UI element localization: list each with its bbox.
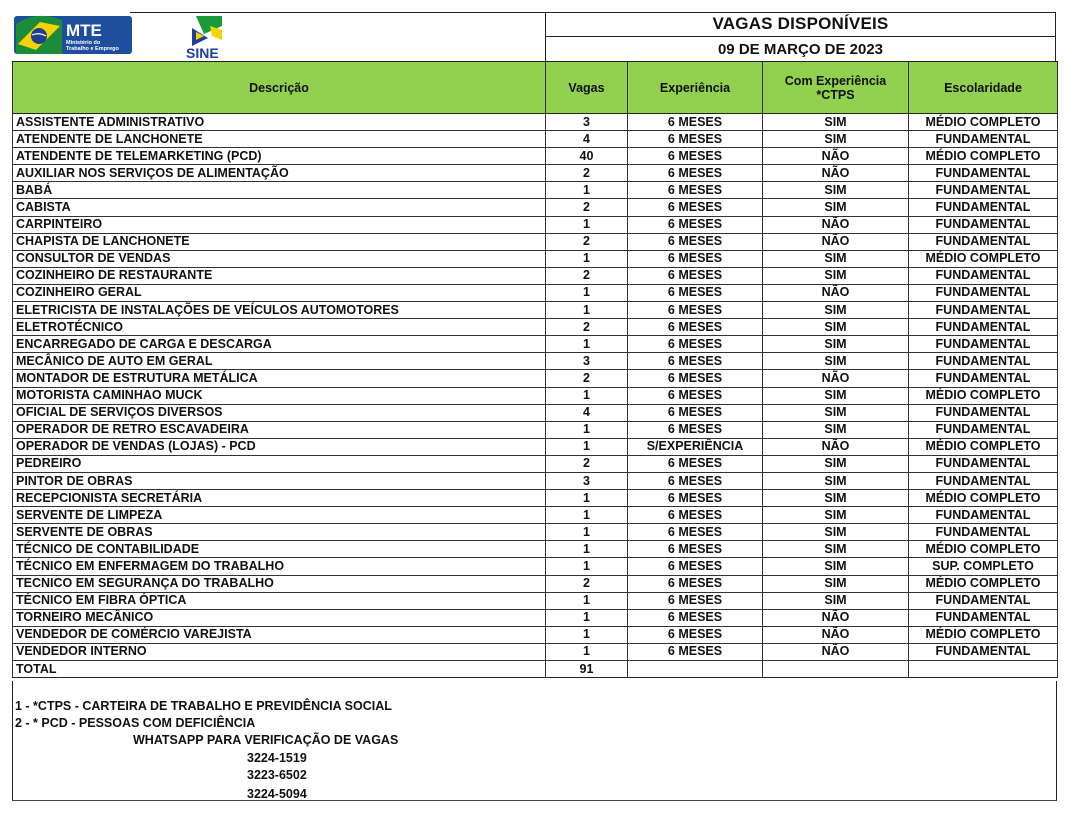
table-row xyxy=(13,609,1058,626)
cell-ctps: NÃO xyxy=(763,148,909,165)
cell-ctps: SIM xyxy=(763,455,909,472)
cell-vagas: 1 xyxy=(546,507,628,524)
cell-vagas: 1 xyxy=(546,387,628,404)
cell-ctps: SIM xyxy=(763,336,909,353)
cell-vagas: 2 xyxy=(546,575,628,592)
cell-vagas: 40 xyxy=(546,148,628,165)
cell-vagas: 1 xyxy=(546,438,628,455)
cell-vagas: 1 xyxy=(546,336,628,353)
cell-descricao: COZINHEIRO GERAL xyxy=(13,284,546,301)
cell-escolaridade: FUNDAMENTAL xyxy=(909,455,1058,472)
table-row xyxy=(13,490,1058,507)
cell-vagas: 1 xyxy=(546,490,628,507)
svg-text:MTE: MTE xyxy=(66,21,102,40)
cell-experiencia: 6 MESES xyxy=(628,165,763,182)
cell-escolaridade: MÉDIO COMPLETO xyxy=(909,114,1058,131)
table-row xyxy=(13,438,1058,455)
page-date: 09 DE MARÇO DE 2023 xyxy=(717,41,884,58)
cell-ctps: SIM xyxy=(763,353,909,370)
mte-logo-icon xyxy=(14,14,132,56)
table-row xyxy=(13,284,1058,301)
cell-experiencia: 6 MESES xyxy=(628,421,763,438)
whatsapp-phone: 3223-6502 xyxy=(247,768,307,782)
column-header-escolaridade: Escolaridade xyxy=(909,62,1058,114)
cell-descricao: TECNICO EM SEGURANÇA DO TRABALHO xyxy=(13,575,546,592)
cell-experiencia: 6 MESES xyxy=(628,455,763,472)
whatsapp-title: WHATSAPP PARA VERIFICAÇÃO DE VAGAS xyxy=(133,733,399,747)
table-row xyxy=(13,507,1058,524)
cell-ctps: NÃO xyxy=(763,165,909,182)
cell-escolaridade: FUNDAMENTAL xyxy=(909,404,1058,421)
cell-descricao: SERVENTE DE LIMPEZA xyxy=(13,507,546,524)
cell-experiencia: 6 MESES xyxy=(628,524,763,541)
table-row xyxy=(13,404,1058,421)
cell-experiencia: 6 MESES xyxy=(628,216,763,233)
cell-descricao: ATENDENTE DE LANCHONETE xyxy=(13,131,546,148)
cell-descricao: BABÁ xyxy=(13,182,546,199)
table-row xyxy=(13,114,1058,131)
cell-experiencia: 6 MESES xyxy=(628,284,763,301)
cell-escolaridade: FUNDAMENTAL xyxy=(909,336,1058,353)
cell-vagas: 2 xyxy=(546,319,628,336)
cell-descricao: VENDEDOR DE COMÉRCIO VAREJISTA xyxy=(13,626,546,643)
cell-ctps: SIM xyxy=(763,199,909,216)
cell-ctps: NÃO xyxy=(763,216,909,233)
cell-vagas: 2 xyxy=(546,199,628,216)
cell-descricao: ASSISTENTE ADMINISTRATIVO xyxy=(13,114,546,131)
cell-experiencia: 6 MESES xyxy=(628,267,763,284)
cell-ctps: NÃO xyxy=(763,626,909,643)
cell-ctps: SIM xyxy=(763,182,909,199)
cell-escolaridade: FUNDAMENTAL xyxy=(909,199,1058,216)
cell-experiencia: 6 MESES xyxy=(628,182,763,199)
cell-descricao: COZINHEIRO DE RESTAURANTE xyxy=(13,267,546,284)
cell-experiencia: 6 MESES xyxy=(628,558,763,575)
table-row xyxy=(13,319,1058,336)
table-row xyxy=(13,472,1058,489)
table-header-row xyxy=(13,62,1058,114)
cell-descricao: TORNEIRO MECÂNICO xyxy=(13,609,546,626)
column-header-ctps-line1: Com Experiência xyxy=(784,73,887,88)
cell-vagas: 2 xyxy=(546,165,628,182)
cell-descricao: MOTORISTA CAMINHAO MUCK xyxy=(13,387,546,404)
cell-ctps: NÃO xyxy=(763,284,909,301)
cell-escolaridade: FUNDAMENTAL xyxy=(909,319,1058,336)
cell-escolaridade: MÉDIO COMPLETO xyxy=(909,387,1058,404)
cell-vagas: 1 xyxy=(546,421,628,438)
cell-descricao: ENCARREGADO DE CARGA E DESCARGA xyxy=(13,336,546,353)
cell-vagas: 1 xyxy=(546,284,628,301)
table-row xyxy=(13,302,1058,319)
cell-descricao: VENDEDOR INTERNO xyxy=(13,643,546,660)
table-row xyxy=(13,182,1058,199)
table-row xyxy=(13,558,1058,575)
cell-vagas: 3 xyxy=(546,114,628,131)
svg-text:SINE: SINE xyxy=(186,45,219,61)
sine-logo-icon xyxy=(182,14,230,62)
cell-descricao: PINTOR DE OBRAS xyxy=(13,472,546,489)
total-empty xyxy=(909,661,1058,678)
cell-experiencia: 6 MESES xyxy=(628,250,763,267)
title-box xyxy=(545,12,1056,61)
cell-experiencia: 6 MESES xyxy=(628,592,763,609)
cell-descricao: RECEPCIONISTA SECRETÁRIA xyxy=(13,490,546,507)
cell-experiencia: 6 MESES xyxy=(628,336,763,353)
cell-experiencia: 6 MESES xyxy=(628,199,763,216)
cell-escolaridade: FUNDAMENTAL xyxy=(909,643,1058,660)
svg-text:Ministério do: Ministério do xyxy=(66,40,101,46)
table-row xyxy=(13,370,1058,387)
table-row xyxy=(13,592,1058,609)
table-row xyxy=(13,643,1058,660)
cell-descricao: OPERADOR DE VENDAS (LOJAS) - PCD xyxy=(13,438,546,455)
cell-vagas: 2 xyxy=(546,370,628,387)
table-row xyxy=(13,353,1058,370)
total-label: TOTAL xyxy=(13,661,546,678)
cell-escolaridade: FUNDAMENTAL xyxy=(909,472,1058,489)
table-row xyxy=(13,336,1058,353)
cell-descricao: CABISTA xyxy=(13,199,546,216)
page-title: VAGAS DISPONÍVEIS xyxy=(546,12,1055,37)
cell-experiencia: S/EXPERIÊNCIA xyxy=(628,438,763,455)
cell-escolaridade: MÉDIO COMPLETO xyxy=(909,250,1058,267)
cell-vagas: 1 xyxy=(546,250,628,267)
footer-notes xyxy=(12,681,1057,801)
cell-vagas: 2 xyxy=(546,267,628,284)
cell-escolaridade: FUNDAMENTAL xyxy=(909,507,1058,524)
table-row xyxy=(13,199,1058,216)
cell-vagas: 1 xyxy=(546,216,628,233)
cell-descricao: TÉCNICO DE CONTABILIDADE xyxy=(13,541,546,558)
cell-descricao: CHAPISTA DE LANCHONETE xyxy=(13,233,546,250)
cell-vagas: 3 xyxy=(546,353,628,370)
cell-escolaridade: SUP. COMPLETO xyxy=(909,558,1058,575)
cell-experiencia: 6 MESES xyxy=(628,319,763,336)
cell-ctps: SIM xyxy=(763,524,909,541)
table-row xyxy=(13,387,1058,404)
cell-experiencia: 6 MESES xyxy=(628,387,763,404)
table-row xyxy=(13,148,1058,165)
table-row xyxy=(13,267,1058,284)
footnote-pcd: 2 - * PCD - PESSOAS COM DEFICIÊNCIA xyxy=(15,716,256,730)
footnote-ctps: 1 - *CTPS - CARTEIRA DE TRABALHO E PREVIDÊNCIA SOCIAL xyxy=(15,699,392,713)
cell-experiencia: 6 MESES xyxy=(628,643,763,660)
table-row xyxy=(13,575,1058,592)
cell-ctps: SIM xyxy=(763,421,909,438)
table-row xyxy=(13,131,1058,148)
cell-ctps: SIM xyxy=(763,250,909,267)
cell-ctps: SIM xyxy=(763,575,909,592)
cell-escolaridade: FUNDAMENTAL xyxy=(909,216,1058,233)
cell-escolaridade: MÉDIO COMPLETO xyxy=(909,438,1058,455)
cell-escolaridade: FUNDAMENTAL xyxy=(909,165,1058,182)
cell-vagas: 1 xyxy=(546,626,628,643)
cell-ctps: SIM xyxy=(763,114,909,131)
cell-experiencia: 6 MESES xyxy=(628,114,763,131)
cell-experiencia: 6 MESES xyxy=(628,302,763,319)
cell-ctps: SIM xyxy=(763,592,909,609)
cell-escolaridade: FUNDAMENTAL xyxy=(909,233,1058,250)
cell-ctps: NÃO xyxy=(763,370,909,387)
cell-descricao: MECÂNICO DE AUTO EM GERAL xyxy=(13,353,546,370)
sine-logo xyxy=(182,14,230,62)
cell-vagas: 1 xyxy=(546,609,628,626)
cell-vagas: 2 xyxy=(546,233,628,250)
cell-ctps: SIM xyxy=(763,541,909,558)
cell-experiencia: 6 MESES xyxy=(628,609,763,626)
cell-descricao: OPERADOR DE RETRO ESCAVADEIRA xyxy=(13,421,546,438)
cell-vagas: 3 xyxy=(546,472,628,489)
cell-descricao: ELETROTÉCNICO xyxy=(13,319,546,336)
cell-ctps: SIM xyxy=(763,319,909,336)
cell-escolaridade: FUNDAMENTAL xyxy=(909,353,1058,370)
table-body xyxy=(13,114,1058,678)
cell-vagas: 4 xyxy=(546,404,628,421)
cell-vagas: 1 xyxy=(546,524,628,541)
cell-descricao: CARPINTEIRO xyxy=(13,216,546,233)
cell-vagas: 1 xyxy=(546,643,628,660)
cell-descricao: AUXILIAR NOS SERVIÇOS DE ALIMENTAÇÃO xyxy=(13,165,546,182)
cell-vagas: 4 xyxy=(546,131,628,148)
cell-escolaridade: MÉDIO COMPLETO xyxy=(909,490,1058,507)
cell-escolaridade: FUNDAMENTAL xyxy=(909,609,1058,626)
table-row xyxy=(13,233,1058,250)
cell-escolaridade: FUNDAMENTAL xyxy=(909,524,1058,541)
cell-escolaridade: FUNDAMENTAL xyxy=(909,182,1058,199)
cell-descricao: ELETRICISTA DE INSTALAÇÕES DE VEÍCULOS AUTOMOTORES xyxy=(13,302,546,319)
table-row xyxy=(13,421,1058,438)
table-row xyxy=(13,250,1058,267)
cell-experiencia: 6 MESES xyxy=(628,370,763,387)
cell-descricao: OFICIAL DE SERVIÇOS DIVERSOS xyxy=(13,404,546,421)
cell-experiencia: 6 MESES xyxy=(628,490,763,507)
cell-ctps: SIM xyxy=(763,404,909,421)
cell-descricao: TÉCNICO EM FIBRA ÓPTICA xyxy=(13,592,546,609)
cell-descricao: SERVENTE DE OBRAS xyxy=(13,524,546,541)
cell-ctps: SIM xyxy=(763,387,909,404)
table-row xyxy=(13,165,1058,182)
cell-ctps: SIM xyxy=(763,490,909,507)
table-row xyxy=(13,455,1058,472)
cell-experiencia: 6 MESES xyxy=(628,233,763,250)
cell-vagas: 1 xyxy=(546,302,628,319)
cell-vagas: 1 xyxy=(546,592,628,609)
cell-ctps: SIM xyxy=(763,302,909,319)
cell-escolaridade: FUNDAMENTAL xyxy=(909,370,1058,387)
cell-ctps: NÃO xyxy=(763,643,909,660)
mte-logo xyxy=(14,14,132,56)
whatsapp-phone: 3224-1519 xyxy=(247,751,307,765)
cell-descricao: MONTADOR DE ESTRUTURA METÁLICA xyxy=(13,370,546,387)
cell-escolaridade: FUNDAMENTAL xyxy=(909,284,1058,301)
cell-ctps: SIM xyxy=(763,267,909,284)
cell-experiencia: 6 MESES xyxy=(628,626,763,643)
cell-experiencia: 6 MESES xyxy=(628,148,763,165)
total-row xyxy=(13,661,1058,678)
cell-experiencia: 6 MESES xyxy=(628,575,763,592)
cell-escolaridade: FUNDAMENTAL xyxy=(909,592,1058,609)
cell-vagas: 1 xyxy=(546,558,628,575)
cell-ctps: NÃO xyxy=(763,609,909,626)
table-row xyxy=(13,524,1058,541)
cell-escolaridade: MÉDIO COMPLETO xyxy=(909,541,1058,558)
cell-experiencia: 6 MESES xyxy=(628,404,763,421)
column-header-descricao: Descrição xyxy=(13,62,546,114)
cell-escolaridade: MÉDIO COMPLETO xyxy=(909,148,1058,165)
total-empty xyxy=(628,661,763,678)
cell-ctps: SIM xyxy=(763,472,909,489)
cell-experiencia: 6 MESES xyxy=(628,541,763,558)
svg-text:Trabalho e Emprego: Trabalho e Emprego xyxy=(66,46,119,52)
cell-escolaridade: FUNDAMENTAL xyxy=(909,421,1058,438)
cell-vagas: 1 xyxy=(546,182,628,199)
table-row xyxy=(13,541,1058,558)
cell-descricao: TÉCNICO EM ENFERMAGEM DO TRABALHO xyxy=(13,558,546,575)
table-row xyxy=(13,626,1058,643)
cell-descricao: ATENDENTE DE TELEMARKETING (PCD) xyxy=(13,148,546,165)
column-header-vagas: Vagas xyxy=(546,62,628,114)
cell-experiencia: 6 MESES xyxy=(628,507,763,524)
cell-ctps: NÃO xyxy=(763,233,909,250)
cell-ctps: SIM xyxy=(763,507,909,524)
column-header-experiencia: Experiência xyxy=(628,62,763,114)
cell-experiencia: 6 MESES xyxy=(628,131,763,148)
column-header-ctps-line2: *CTPS xyxy=(816,87,855,102)
total-empty xyxy=(763,661,909,678)
job-openings-table xyxy=(12,61,1058,678)
total-vagas: 91 xyxy=(546,661,628,678)
cell-experiencia: 6 MESES xyxy=(628,353,763,370)
cell-escolaridade: FUNDAMENTAL xyxy=(909,131,1058,148)
cell-escolaridade: FUNDAMENTAL xyxy=(909,302,1058,319)
cell-descricao: CONSULTOR DE VENDAS xyxy=(13,250,546,267)
cell-escolaridade: FUNDAMENTAL xyxy=(909,267,1058,284)
table-row xyxy=(13,216,1058,233)
cell-ctps: SIM xyxy=(763,558,909,575)
cell-ctps: NÃO xyxy=(763,438,909,455)
cell-descricao: PEDREIRO xyxy=(13,455,546,472)
whatsapp-phone: 3224-5094 xyxy=(247,787,307,801)
cell-escolaridade: MÉDIO COMPLETO xyxy=(909,575,1058,592)
cell-experiencia: 6 MESES xyxy=(628,472,763,489)
cell-vagas: 2 xyxy=(546,455,628,472)
cell-escolaridade: MÉDIO COMPLETO xyxy=(909,626,1058,643)
cell-vagas: 1 xyxy=(546,541,628,558)
cell-ctps: SIM xyxy=(763,131,909,148)
column-header-ctps xyxy=(763,62,909,114)
